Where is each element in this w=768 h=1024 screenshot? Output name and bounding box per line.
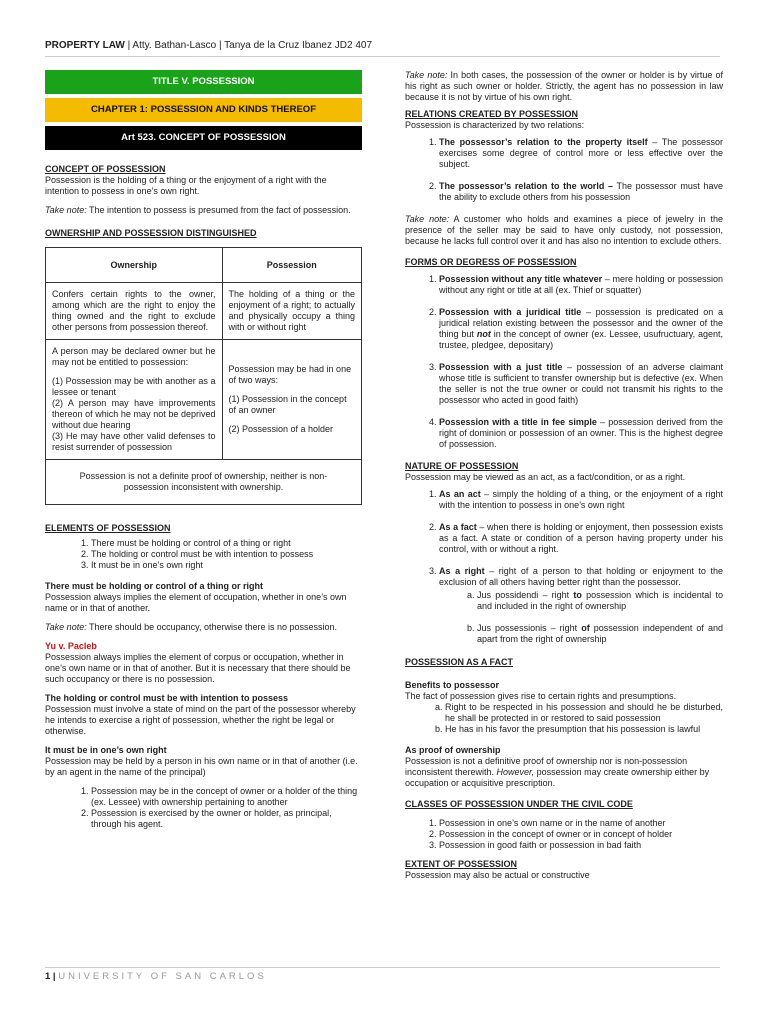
- intention-text: Possession must involve a state of mind on the part of the possessor whereby he intends to exercise a right of possession, whether the right be legal or otherwise.: [45, 704, 356, 736]
- own-right-text: Possession may be held by a person in his own name or in that of another (i.e. by an agent in the name of the principal): [45, 756, 358, 777]
- note-label: Take note:: [405, 70, 448, 80]
- holding-heading: There must be holding or control of a thing or right: [45, 581, 263, 591]
- fact-heading: POSSESSION AS A FACT: [405, 657, 514, 667]
- footer-separator: |: [50, 971, 59, 982]
- list-item: 3. Possession with a just title – possession of an adverse claimant whose title is sufficient to transfer ownership but is defective (ex. When the seller is not the true owner or could not transmit his rights to the possessor who acted in good faith): [439, 362, 723, 406]
- table-cell: The holding of a thing or the enjoyment of a right; to actually and physically occupy a thing with or without right: [222, 283, 362, 340]
- list-item: 2. Possession with a juridical title – possession is predicated on a juridical relation existing between the possessor and the owner of the thing but not in the concept of owner (ex. Lessee, usufructuary, agent, trustee, pledgee, depositary): [439, 307, 723, 351]
- extent-heading: EXTENT OF POSSESSION: [405, 859, 518, 869]
- page-header: [45, 40, 372, 51]
- concept-text: Possession is the holding of a thing or the enjoyment of a right with the intention to possess in one’s own right.: [45, 175, 327, 196]
- extent-text: Possession may also be actual or constructive: [405, 870, 590, 880]
- ownership-possession-table: [45, 247, 362, 505]
- note-text: In both cases, the possession of the owner or holder is by virtue of his right as such owner or holder. Strictly, the agent has no possession in law because it is not by virtue of his own right.: [405, 70, 723, 102]
- intention-heading: The holding or control must be with intention to possess: [45, 693, 288, 703]
- right-column: [405, 70, 723, 881]
- concept-heading: CONCEPT OF POSSESSION: [45, 164, 166, 174]
- cell-line: A person may be declared owner but he may not be entitled to possession:: [52, 346, 216, 367]
- cell-line: (2) Possession of a holder: [228, 424, 334, 434]
- forms-list: [405, 274, 723, 450]
- list-item: b. Jus possessionis – right of possession independent of and apart from the right of ownership: [477, 623, 723, 645]
- cell-line: Possession may be had in one of two ways:: [228, 364, 352, 385]
- relations-note: [405, 214, 723, 247]
- chapter-bar: CHAPTER 1: POSSESSION AND KINDS THEREOF: [45, 98, 362, 122]
- list-item: 1. As an act – simply the holding of a thing, or the enjoyment of a right with the intention to possess in one’s own right: [439, 489, 723, 511]
- list-item: 2. Possession is exercised by the owner or holder, as principal, through his agent.: [91, 808, 362, 830]
- cell-line: (1) Possession may be with another as a lessee or tenant: [52, 376, 216, 397]
- list-item: 1. The possessor’s relation to the property itself – The possessor exercises some degree of control more or less effective over the subject.: [439, 137, 723, 170]
- jus-list: [439, 590, 723, 645]
- note-text: There should be occupancy, otherwise there is no possession.: [86, 622, 338, 632]
- elements-heading: ELEMENTS OF POSSESSION: [45, 523, 171, 533]
- nature-list: [405, 489, 723, 645]
- title-bar: TITLE V. POSSESSION: [45, 70, 362, 94]
- list-item: 2. The holding or control must be with intention to possess: [91, 549, 362, 560]
- proof-text: Possession is not a definitive proof of ownership nor is non-possession inconsistent therewith. However, possession may create ownership either by occupation or acquisitive prescription.: [405, 756, 710, 788]
- course-name: PROPERTY LAW: [45, 40, 125, 51]
- table-cell: [46, 340, 223, 460]
- page-number: 1: [45, 971, 51, 982]
- relations-intro: Possession is characterized by two relations:: [405, 120, 585, 130]
- table-cell: [222, 340, 362, 460]
- institution-name: UNIVERSITY OF SAN CARLOS: [58, 971, 267, 982]
- table-cell: Confers certain rights to the owner, among which are the right to enjoy the thing owned and the right to exclude other persons from possession thereof.: [46, 283, 223, 340]
- own-right-list: [45, 786, 362, 830]
- elements-list: [45, 538, 362, 571]
- table-header-ownership: Ownership: [46, 248, 223, 283]
- list-item: 1. Possession may be in the concept of owner or a holder of the thing (ex. Lessee) with ownership pertaining to another: [91, 786, 362, 808]
- relations-list: [405, 137, 723, 203]
- benefits-intro: The fact of possession gives rise to certain rights and presumptions.: [405, 691, 677, 701]
- list-item: 1. Possession without any title whatever – mere holding or possession without any right or title at all (ex. Thief or squatter): [439, 274, 723, 296]
- list-item: a. Right to be respected in his possession and should he be disturbed, he shall be protected in or restored to said possession: [445, 702, 723, 724]
- header-authors: | Atty. Bathan-Lasco | Tanya de la Cruz Ibanez JD2 407: [124, 40, 373, 51]
- holding-text: Possession always implies the element of occupation, whether in one’s own name or in that of another.: [45, 592, 347, 613]
- list-item: 4. Possession with a title in fee simple – possession derived from the right of dominion or possession of an owner. This is the highest degree of possession.: [439, 417, 723, 450]
- left-column: [45, 70, 362, 830]
- benefits-heading: Benefits to possessor: [405, 680, 500, 690]
- list-item: 1. There must be holding or control of a thing or right: [91, 538, 362, 549]
- cell-line: (3) He may have other valid defenses to resist surrender of possession: [52, 431, 216, 452]
- note-text: A customer who holds and examines a piece of jewelry in the presence of the seller may be said to have only custody, not possession, because he lacks full control over it and has also no intention to exclude others.: [405, 214, 724, 246]
- header-divider: [45, 56, 720, 57]
- list-item: 3. It must be in one’s own right: [91, 560, 362, 571]
- table-footer: Possession is not a definite proof of ownership, neither is non-possession inconsistent with ownership.: [46, 460, 362, 505]
- table-header-possession: Possession: [222, 248, 362, 283]
- list-item: 2. The possessor’s relation to the world – The possessor must have the ability to exclude others from his possession: [439, 181, 723, 203]
- relations-heading: RELATIONS CREATED BY POSSESSION: [405, 109, 579, 119]
- list-item: b. He has in his favor the presumption that his possession is lawful: [445, 724, 723, 735]
- case-text: Possession always implies the element of corpus or occupation, whether in one’s own name or in that of another. But it is necessary that there should be such occupancy or there is no possession.: [45, 652, 351, 684]
- list-item: 2. As a fact – when there is holding or enjoyment, then possession exists as a fact. A state or condition of a person having property under his control, with or without a right.: [439, 522, 723, 555]
- agent-note: [405, 70, 723, 103]
- article-bar: Art 523. CONCEPT OF POSSESSION: [45, 126, 362, 150]
- footer-divider: [45, 967, 720, 968]
- list-item: a. Jus possidendi – right to possession which is incidental to and included in the right of ownership: [477, 590, 723, 612]
- cell-line: (2) A person may have improvements thereon of which he may not be deprived without due hearing: [52, 398, 216, 430]
- cell-line: (1) Possession in the concept of an owner: [228, 394, 347, 415]
- list-item: 3. Possession in good faith or possession in bad faith: [439, 840, 723, 851]
- list-item: 2. Possession in the concept of owner or in concept of holder: [439, 829, 723, 840]
- case-name: Yu v. Pacleb: [45, 641, 97, 651]
- note-label: Take note:: [45, 622, 87, 632]
- note-text: The intention to possess is presumed from the fact of possession.: [86, 205, 351, 215]
- classes-heading: CLASSES OF POSSESSION UNDER THE CIVIL CODE: [405, 799, 633, 809]
- holding-note: [45, 622, 362, 633]
- page-footer: [45, 971, 267, 982]
- classes-list: [405, 818, 723, 851]
- note-label: Take note:: [45, 205, 87, 215]
- list-item: 1. Possession in one’s own name or in the name of another: [439, 818, 723, 829]
- own-right-heading: It must be in one’s own right: [45, 745, 167, 755]
- list-item: 3. As a right – right of a person to that holding or enjoyment to the exclusion of all others having better right than the possessor. a. Jus possidendi – right to possession which is incidental to and included in the right of ownership b. Jus possessionis – right of possession independent of and apart from the right of ownership: [439, 566, 723, 645]
- proof-heading: As proof of ownership: [405, 745, 501, 755]
- distinguished-heading: OWNERSHIP AND POSSESSION DISTINGUISHED: [45, 228, 257, 238]
- nature-intro: Possession may be viewed as an act, as a fact/condition, or as a right.: [405, 472, 686, 482]
- forms-heading: FORMS OR DEGRESS OF POSSESSION: [405, 257, 577, 267]
- nature-heading: NATURE OF POSSESSION: [405, 461, 519, 471]
- note-label: Take note:: [405, 214, 450, 224]
- benefits-list: [405, 702, 723, 735]
- concept-note: [45, 205, 362, 216]
